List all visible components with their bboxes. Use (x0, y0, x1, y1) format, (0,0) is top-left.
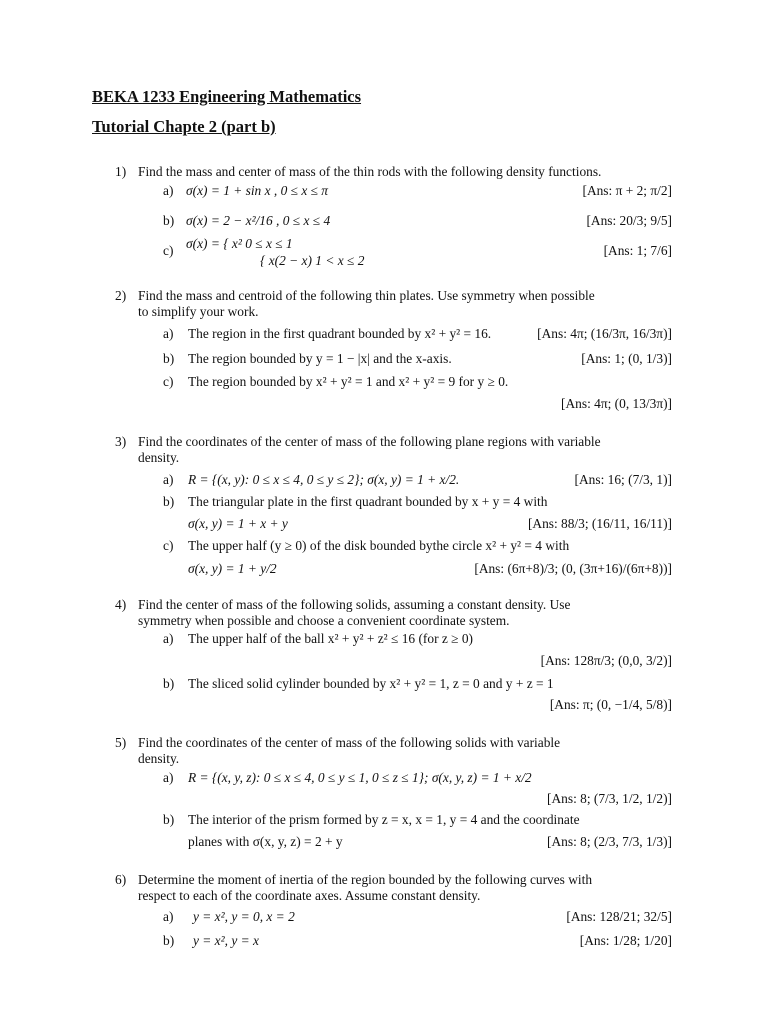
q2b-label: b) (163, 351, 175, 366)
q1c-expression-line1: σ(x) = { x² 0 ≤ x ≤ 1 (186, 236, 293, 251)
q6a-answer: [Ans: 128/21; 32/5] (566, 909, 672, 924)
q3a-label: a) (163, 472, 174, 487)
q5a-label: a) (163, 770, 174, 785)
q1b-expression: σ(x) = 2 − x²/16 , 0 ≤ x ≤ 4 (186, 213, 331, 228)
q1b-answer: [Ans: 20/3; 9/5] (586, 213, 672, 228)
q4b-text: The sliced solid cylinder bounded by x² + y² = 1, z = 0 and y + z = 1 (188, 676, 554, 691)
q3-number: 3) (115, 434, 127, 449)
q6b-text: y = x², y = x (193, 933, 259, 948)
q6-stem-line2: respect to each of the coordinate axes. Assume constant density. (138, 888, 481, 903)
q2c-answer: [Ans: 4π; (0, 13/3π)] (561, 396, 672, 411)
q3c-text-line2: σ(x, y) = 1 + y/2 (188, 561, 277, 576)
q1-stem: Find the mass and center of mass of the thin rods with the following density functions. (138, 164, 602, 179)
q6a-text: y = x², y = 0, x = 2 (193, 909, 295, 924)
q5b-answer: [Ans: 8; (2/3, 7/3, 1/3)] (547, 834, 672, 849)
q1c-expression-line2: { x(2 − x) 1 < x ≤ 2 (260, 253, 365, 268)
q3b-answer: [Ans: 88/3; (16/11, 16/11)] (527, 516, 672, 531)
q1a-label: a) (163, 183, 174, 198)
q2a-answer: [Ans: 4π; (16/3π, 16/3π)] (537, 326, 672, 341)
q2c-label: c) (163, 374, 174, 389)
q5b-text-line2: planes with σ(x, y, z) = 2 + y (188, 834, 343, 849)
q4-stem-line2: symmetry when possible and choose a convenient coordinate system. (138, 613, 510, 628)
q2-number: 2) (115, 288, 127, 303)
q4a-label: a) (163, 631, 174, 646)
q3b-text-line1: The triangular plate in the first quadrant bounded by x + y = 4 with (188, 494, 548, 509)
q3-stem-line2: density. (138, 450, 180, 465)
q2-stem-line1: Find the mass and centroid of the following thin plates. Use symmetry when possible (138, 288, 595, 303)
q3a-text: R = {(x, y): 0 ≤ x ≤ 4, 0 ≤ y ≤ 2}; σ(x, y) = 1 + x/2. (188, 472, 460, 487)
q4a-answer: [Ans: 128π/3; (0,0, 3/2)] (540, 653, 672, 668)
q6b-label: b) (163, 933, 175, 948)
q1c-answer: [Ans: 1; 7/6] (603, 243, 672, 258)
q4-stem-line1: Find the center of mass of the following solids, assuming a constant density. Use (138, 597, 571, 612)
q3a-answer: [Ans: 16; (7/3, 1)] (574, 472, 672, 487)
q2c-text: The region bounded by x² + y² = 1 and x² + y² = 9 for y ≥ 0. (188, 374, 509, 389)
q1c-label: c) (163, 243, 174, 258)
q2b-text: The region bounded by y = 1 − |x| and the x-axis. (188, 351, 452, 366)
q2-stem-line2: to simplify your work. (138, 304, 259, 319)
q4-number: 4) (115, 597, 127, 612)
q3c-answer: [Ans: (6π+8)/3; (0, (3π+16)/(6π+8))] (474, 561, 672, 576)
q4b-label: b) (163, 676, 175, 691)
q5a-answer: [Ans: 8; (7/3, 1/2, 1/2)] (547, 791, 672, 806)
q1a-expression: σ(x) = 1 + sin x , 0 ≤ x ≤ π (186, 183, 329, 198)
q5-stem-line2: density. (138, 751, 180, 766)
q5a-text: R = {(x, y, z): 0 ≤ x ≤ 4, 0 ≤ y ≤ 1, 0 ≤ z ≤ 1}; σ(x, y, z) = 1 + x/2 (188, 770, 532, 785)
q4b-answer: [Ans: π; (0, −1/4, 5/8)] (549, 697, 672, 712)
q6b-answer: [Ans: 1/28; 1/20] (579, 933, 672, 948)
q5b-text-line1: The interior of the prism formed by z = x, x = 1, y = 4 and the coordinate (188, 812, 580, 827)
q2a-label: a) (163, 326, 174, 341)
q5-stem-line1: Find the coordinates of the center of mass of the following solids with variable (138, 735, 561, 750)
course-title: BEKA 1233 Engineering Mathematics (92, 87, 362, 106)
q6-number: 6) (115, 872, 127, 887)
q3b-text-line2: σ(x, y) = 1 + x + y (188, 516, 288, 531)
q4a-text: The upper half of the ball x² + y² + z² ≤ 16 (for z ≥ 0) (188, 631, 474, 646)
q5-number: 5) (115, 735, 127, 750)
q3c-text-line1: The upper half (y ≥ 0) of the disk bounded bythe circle x² + y² = 4 with (188, 538, 570, 553)
q1a-answer: [Ans: π + 2; π/2] (582, 183, 672, 198)
q3c-label: c) (163, 538, 174, 553)
q1b-label: b) (163, 213, 175, 228)
q5b-label: b) (163, 812, 175, 827)
q1-number: 1) (115, 164, 127, 179)
q6-stem-line1: Determine the moment of inertia of the region bounded by the following curves with (138, 872, 593, 887)
q2a-text: The region in the first quadrant bounded by x² + y² = 16. (188, 326, 492, 341)
tutorial-title: Tutorial Chapte 2 (part b) (92, 117, 276, 136)
q3-stem-line1: Find the coordinates of the center of mass of the following plane regions with variable (138, 434, 601, 449)
q6a-label: a) (163, 909, 174, 924)
q3b-label: b) (163, 494, 175, 509)
q2b-answer: [Ans: 1; (0, 1/3)] (581, 351, 672, 366)
